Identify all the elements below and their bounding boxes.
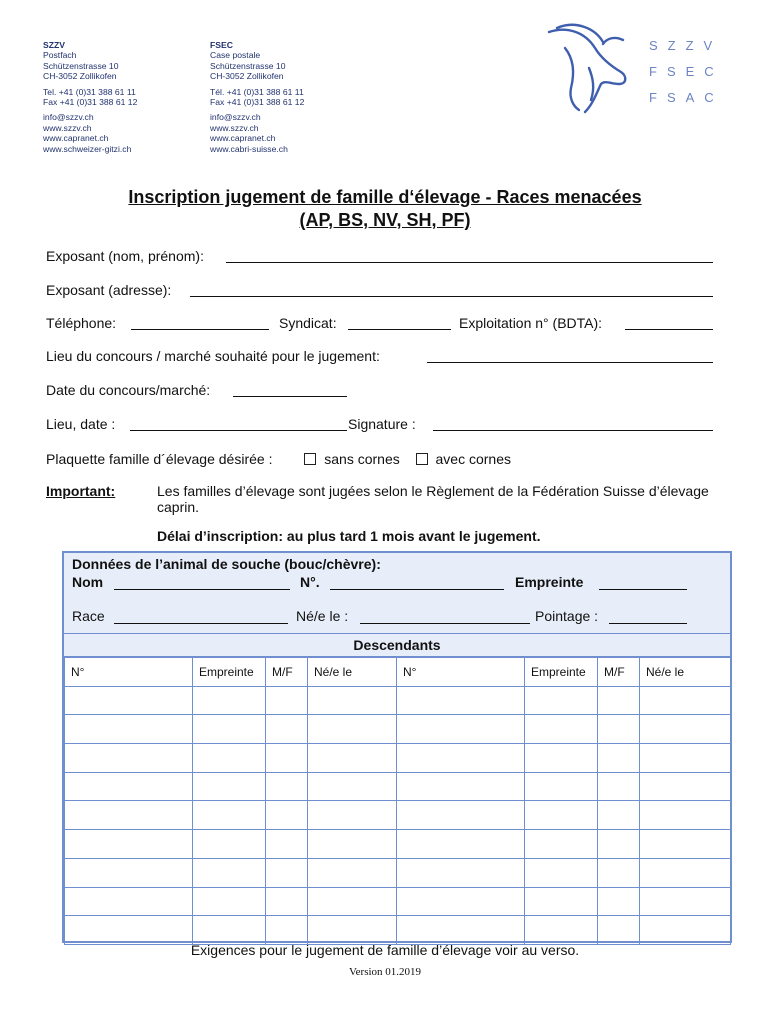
column-header: Né/e le xyxy=(308,658,397,687)
important-label: Important: xyxy=(46,483,116,499)
szzv-address-line: CH-3052 Zollikofen xyxy=(43,71,117,82)
table-cell[interactable] xyxy=(598,830,640,859)
exploitation-label: Exploitation n° (BDTA): xyxy=(459,315,603,331)
table-cell[interactable] xyxy=(640,686,731,715)
table-cell[interactable] xyxy=(525,858,598,887)
date-concours-field[interactable] xyxy=(233,396,347,397)
table-cell[interactable] xyxy=(397,801,525,830)
table-cell[interactable] xyxy=(640,715,731,744)
table-cell[interactable] xyxy=(193,744,266,773)
table-cell[interactable] xyxy=(193,686,266,715)
table-cell[interactable] xyxy=(65,887,193,916)
table-row xyxy=(65,715,731,744)
table-cell[interactable] xyxy=(308,744,397,773)
table-cell[interactable] xyxy=(308,686,397,715)
descendants-header-row xyxy=(65,658,731,687)
syndicat-label: Syndicat: xyxy=(279,315,337,331)
exploitation-field[interactable] xyxy=(625,329,713,330)
exposant-address-field[interactable] xyxy=(190,296,713,297)
szzv-phone: Tel. +41 (0)31 388 61 11 xyxy=(43,86,136,97)
table-cell[interactable] xyxy=(640,830,731,859)
table-cell[interactable] xyxy=(65,801,193,830)
animal-nele-field[interactable] xyxy=(360,623,530,624)
exposant-name-label: Exposant (nom, prénom): xyxy=(46,248,204,264)
fsec-address-line: Case postale xyxy=(210,50,261,61)
table-row xyxy=(65,801,731,830)
table-cell[interactable] xyxy=(308,715,397,744)
telephone-field[interactable] xyxy=(131,329,269,330)
fsec-fax: Fax +41 (0)31 388 61 12 xyxy=(210,97,305,108)
animal-numero-field[interactable] xyxy=(330,589,504,590)
table-cell[interactable] xyxy=(397,887,525,916)
table-cell[interactable] xyxy=(65,916,193,945)
szzv-address-line: Postfach xyxy=(43,50,77,61)
table-row xyxy=(65,887,731,916)
table-cell[interactable] xyxy=(640,887,731,916)
table-cell[interactable] xyxy=(598,715,640,744)
animal-header xyxy=(64,553,730,633)
fsec-website: www.szzv.ch xyxy=(210,122,259,133)
table-cell[interactable] xyxy=(525,801,598,830)
table-cell[interactable] xyxy=(598,858,640,887)
lieu-date-label: Lieu, date : xyxy=(46,416,116,432)
table-cell[interactable] xyxy=(193,801,266,830)
table-cell[interactable] xyxy=(65,830,193,859)
descendants-body xyxy=(65,686,731,944)
szzv-fax: Fax +41 (0)31 388 61 12 xyxy=(43,97,138,108)
signature-field[interactable] xyxy=(433,430,713,431)
goat-logo-icon xyxy=(545,22,635,117)
logo-text-szzv: SZZV xyxy=(649,38,723,53)
table-cell[interactable] xyxy=(397,744,525,773)
lieu-concours-field[interactable] xyxy=(427,362,713,363)
syndicat-field[interactable] xyxy=(348,329,451,330)
table-cell[interactable] xyxy=(525,916,598,945)
fsec-address-line: Schützenstrasse 10 xyxy=(210,60,286,71)
sans-cornes-label: sans cornes xyxy=(324,451,400,467)
table-cell[interactable] xyxy=(640,858,731,887)
table-cell[interactable] xyxy=(640,916,731,945)
column-header: N° xyxy=(397,658,525,687)
table-cell[interactable] xyxy=(266,858,308,887)
table-cell[interactable] xyxy=(598,801,640,830)
deadline-note: Délai d’inscription: au plus tard 1 mois avant le jugement. xyxy=(157,528,541,544)
animal-data-box xyxy=(62,551,732,943)
column-header: M/F xyxy=(598,658,640,687)
column-header: Empreinte xyxy=(193,658,266,687)
szzv-name: SZZV xyxy=(43,40,65,50)
plaquette-row xyxy=(46,451,511,467)
logo-text-fsac: FSAC xyxy=(649,90,724,105)
avec-cornes-checkbox[interactable] xyxy=(416,453,428,465)
table-cell[interactable] xyxy=(598,916,640,945)
animal-nom-field[interactable] xyxy=(114,589,290,590)
animal-race-field[interactable] xyxy=(114,623,288,624)
table-cell[interactable] xyxy=(308,916,397,945)
table-cell[interactable] xyxy=(640,772,731,801)
table-cell[interactable] xyxy=(308,772,397,801)
animal-nele-label: Né/e le : xyxy=(296,608,349,624)
table-cell[interactable] xyxy=(525,686,598,715)
fsec-address-block xyxy=(210,40,304,154)
descendants-table xyxy=(64,657,731,945)
table-cell[interactable] xyxy=(397,686,525,715)
fsec-phone: Tél. +41 (0)31 388 61 11 xyxy=(210,86,304,97)
animal-empreinte-field[interactable] xyxy=(599,589,687,590)
table-cell[interactable] xyxy=(598,772,640,801)
animal-heading: Données de l’animal de souche (bouc/chèvre): xyxy=(72,556,381,572)
fsec-address-line: CH-3052 Zollikofen xyxy=(210,71,284,82)
table-row xyxy=(65,858,731,887)
szzv-address-line: Schützenstrasse 10 xyxy=(43,60,119,71)
exposant-name-field[interactable] xyxy=(226,262,713,263)
table-cell[interactable] xyxy=(193,916,266,945)
important-text: Les familles d’élevage sont jugées selon le Règlement de la Fédération Suisse d’élevage caprin. xyxy=(157,483,709,515)
table-cell[interactable] xyxy=(65,715,193,744)
table-cell[interactable] xyxy=(266,916,308,945)
exposant-address-label: Exposant (adresse): xyxy=(46,282,172,298)
sans-cornes-checkbox[interactable] xyxy=(304,453,316,465)
table-cell[interactable] xyxy=(308,887,397,916)
table-cell[interactable] xyxy=(266,801,308,830)
table-cell[interactable] xyxy=(308,858,397,887)
table-cell[interactable] xyxy=(525,772,598,801)
fsec-website: www.capranet.ch xyxy=(210,133,276,144)
table-cell[interactable] xyxy=(308,830,397,859)
animal-numero-label: N°. xyxy=(300,574,320,590)
animal-nom-label: Nom xyxy=(72,574,104,590)
szzv-website: www.schweizer-gitzi.ch xyxy=(43,143,132,154)
table-row xyxy=(65,686,731,715)
table-row xyxy=(65,916,731,945)
descendants-heading: Descendants xyxy=(64,633,730,657)
table-cell[interactable] xyxy=(525,744,598,773)
table-cell[interactable] xyxy=(397,830,525,859)
logo-text-fsec: FSEC xyxy=(649,64,724,79)
table-cell[interactable] xyxy=(266,744,308,773)
signature-label: Signature : xyxy=(348,416,416,432)
fsec-name: FSEC xyxy=(210,40,233,50)
date-concours-label: Date du concours/marché: xyxy=(46,382,211,398)
table-cell[interactable] xyxy=(397,858,525,887)
szzv-website: www.szzv.ch xyxy=(43,122,92,133)
table-cell[interactable] xyxy=(65,686,193,715)
table-cell[interactable] xyxy=(193,715,266,744)
version-label: Version 01.2019 xyxy=(348,966,422,978)
table-cell[interactable] xyxy=(65,744,193,773)
table-cell[interactable] xyxy=(397,916,525,945)
column-header: N° xyxy=(65,658,193,687)
lieu-concours-label: Lieu du concours / marché souhaité pour le jugement: xyxy=(46,348,380,364)
table-cell[interactable] xyxy=(525,715,598,744)
table-cell[interactable] xyxy=(193,887,266,916)
table-cell[interactable] xyxy=(598,686,640,715)
animal-race-label: Race xyxy=(72,608,105,624)
footer-note: Exigences pour le jugement de famille d’élevage voir au verso. xyxy=(190,942,580,958)
table-cell[interactable] xyxy=(266,830,308,859)
szzv-website: www.capranet.ch xyxy=(43,133,109,144)
szzv-address-block xyxy=(43,40,137,154)
table-cell[interactable] xyxy=(193,830,266,859)
table-row xyxy=(65,830,731,859)
table-cell[interactable] xyxy=(193,772,266,801)
animal-pointage-field[interactable] xyxy=(609,623,687,624)
column-header: Né/e le xyxy=(640,658,731,687)
avec-cornes-label: avec cornes xyxy=(435,451,511,467)
fsec-website: www.cabri-suisse.ch xyxy=(210,143,288,154)
table-cell[interactable] xyxy=(308,801,397,830)
table-cell[interactable] xyxy=(266,686,308,715)
table-cell[interactable] xyxy=(65,772,193,801)
table-cell[interactable] xyxy=(525,830,598,859)
table-cell[interactable] xyxy=(193,858,266,887)
table-cell[interactable] xyxy=(266,772,308,801)
table-cell[interactable] xyxy=(598,744,640,773)
table-row xyxy=(65,744,731,773)
szzv-email: info@szzv.ch xyxy=(43,112,94,123)
column-header: Empreinte xyxy=(525,658,598,687)
lieu-date-field[interactable] xyxy=(130,430,347,431)
form-subtitle: (AP, BS, NV, SH, PF) xyxy=(299,210,471,230)
column-header: M/F xyxy=(266,658,308,687)
table-cell[interactable] xyxy=(397,772,525,801)
table-cell[interactable] xyxy=(266,887,308,916)
table-cell[interactable] xyxy=(397,715,525,744)
animal-empreinte-label: Empreinte xyxy=(515,574,584,590)
form-title: Inscription jugement de famille d‘élevage - Races menacées xyxy=(128,187,642,207)
table-cell[interactable] xyxy=(65,858,193,887)
table-cell[interactable] xyxy=(525,887,598,916)
table-row xyxy=(65,772,731,801)
plaquette-label: Plaquette famille d´élevage désirée : xyxy=(46,451,273,467)
table-cell[interactable] xyxy=(640,801,731,830)
table-cell[interactable] xyxy=(640,744,731,773)
telephone-label: Téléphone: xyxy=(46,315,117,331)
animal-pointage-label: Pointage : xyxy=(535,608,599,624)
fsec-email: info@szzv.ch xyxy=(210,112,261,123)
table-cell[interactable] xyxy=(266,715,308,744)
table-cell[interactable] xyxy=(598,887,640,916)
